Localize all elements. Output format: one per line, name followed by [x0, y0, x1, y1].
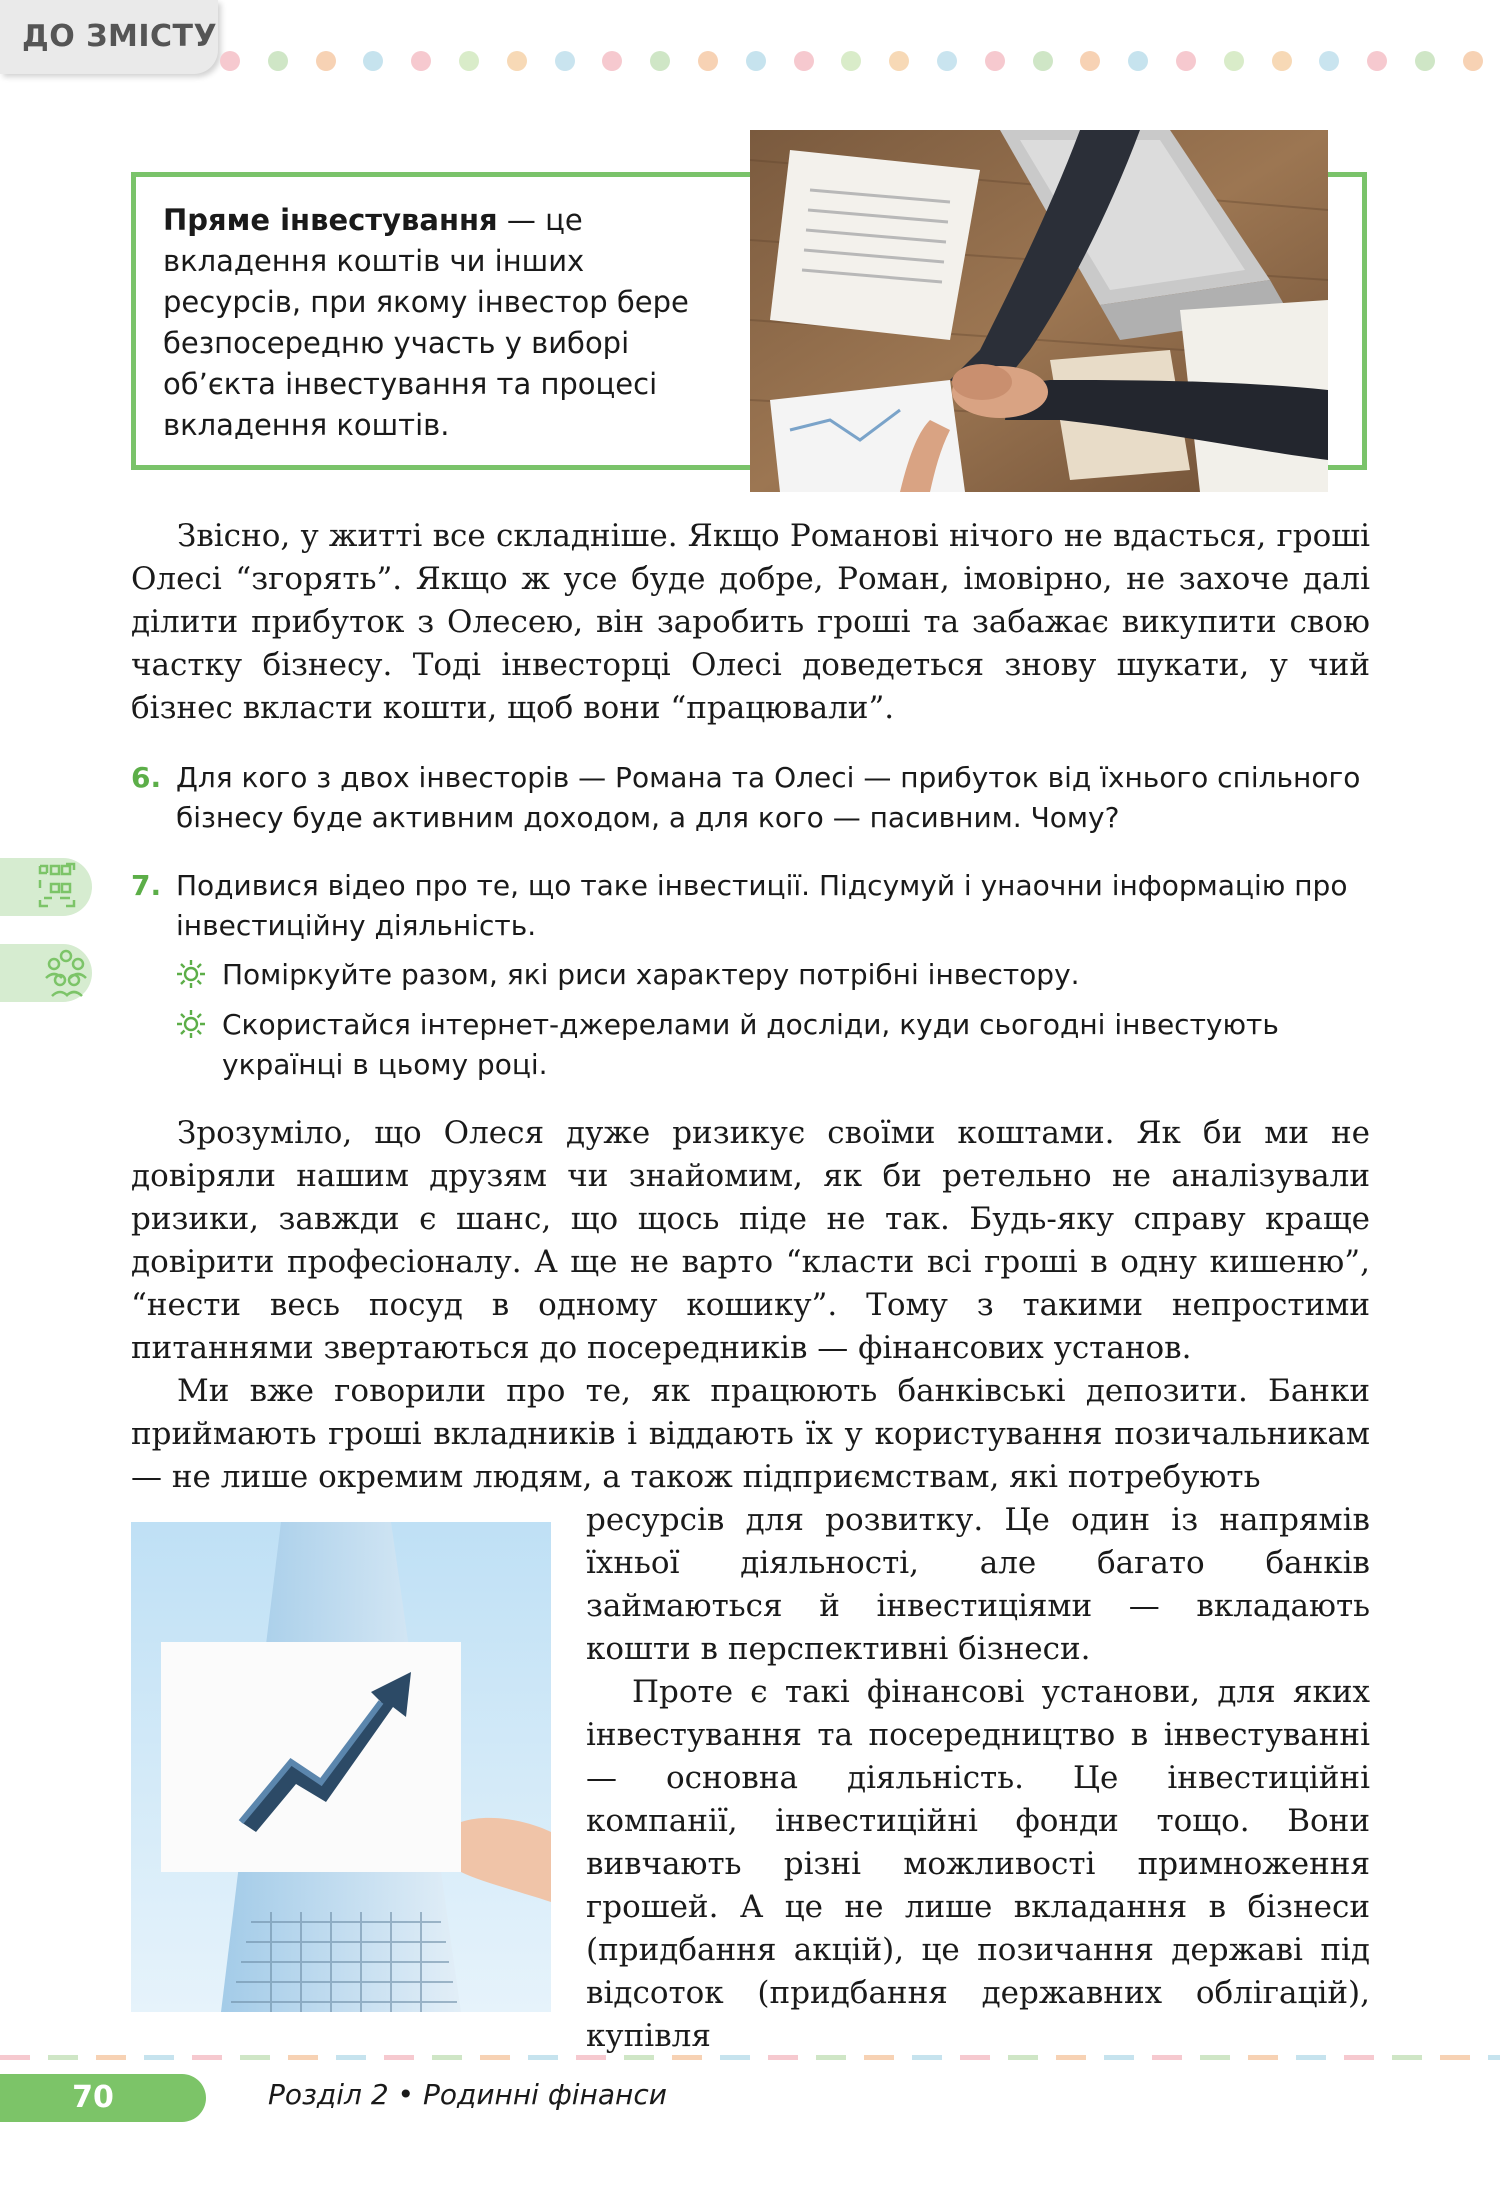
footer-dash: [240, 2055, 270, 2060]
subtask-text: Скористайся інтернет-джерелами й досліди, куди сьогодні інвестують українці в цьому році.: [222, 1008, 1279, 1081]
footer-dash: [96, 2055, 126, 2060]
decorative-dot: [1224, 51, 1244, 71]
growth-illustration: [131, 1522, 551, 2012]
footer-dash: [960, 2055, 990, 2060]
footer-dash: [768, 2055, 798, 2060]
task-text: Подивися відео про те, що таке інвестиції. Підсумуй і унаочни інформацію про інвестиційну діяльність.: [176, 869, 1348, 942]
footer-dash: [288, 2055, 318, 2060]
decorative-dot: [650, 51, 670, 71]
decorative-dot: [316, 51, 336, 71]
decorative-dot: [1128, 51, 1148, 71]
sun-icon: [176, 1009, 206, 1039]
footer-dash: [480, 2055, 510, 2060]
footer-dash: [624, 2055, 654, 2060]
decorative-dot: [1272, 51, 1292, 71]
footer-dashed-line: [0, 2055, 1500, 2061]
decorative-dot: [220, 51, 240, 71]
footer-dash: [384, 2055, 414, 2060]
decorative-dot: [985, 51, 1005, 71]
footer-dash: [816, 2055, 846, 2060]
footer-dash: [1392, 2055, 1422, 2060]
decorative-dot: [363, 51, 383, 71]
footer-dash: [576, 2055, 606, 2060]
footer-dash: [1200, 2055, 1230, 2060]
toc-button[interactable]: ДО ЗМІСТУ: [0, 0, 218, 74]
decorative-dot: [1319, 51, 1339, 71]
qr-code-icon: [0, 858, 92, 916]
footer-dash: [672, 2055, 702, 2060]
footer-dash: [1344, 2055, 1374, 2060]
qr-code-tab[interactable]: [0, 858, 92, 916]
paragraph-4-text: Проте є такі фінансові установи, для яких інвестування та посередництво в інвестуванні — основна діяльність. Це інвестиційні компанії, інвестиційні фонди тощо. Вони вивчають різні можливості примноження грошей. А це не лише вкладання в бізнеси (придбання акцій), це позичання державі під відсоток (придбання державних облігацій), купівля: [586, 1674, 1370, 2054]
decorative-dot: [268, 51, 288, 71]
decorative-dot: [937, 51, 957, 71]
handshake-illustration: [750, 130, 1328, 492]
paragraph-3-continued: [586, 1499, 1370, 1671]
decorative-dot: [459, 51, 479, 71]
footer-dash: [864, 2055, 894, 2060]
definition-term: Пряме інвестування: [163, 203, 498, 237]
page-number: 70: [0, 2074, 206, 2122]
paragraph-2-text: Зрозуміло, що Олеся дуже ризикує своїми коштами. Як би ми не довіряли нашим друзям чи знайомим, як би ретельно не аналізували ризики, завжди є шанс, що щось піде не так. Будь-яку справу краще довірити професіоналу. А ще не варто “класти всі гроші в одну кишеню”, “нести весь посуд в одному кошику”. Тому з такими непростими питаннями звертаються до посередників — фінансових установ.: [131, 1115, 1370, 1366]
paragraph-2: [131, 1112, 1370, 1370]
decorative-dot: [1033, 51, 1053, 71]
task-number: 7.: [131, 869, 162, 902]
decorative-dot: [1176, 51, 1196, 71]
footer-dash: [192, 2055, 222, 2060]
footer-dash: [336, 2055, 366, 2060]
decorative-dot: [698, 51, 718, 71]
decorative-dot: [507, 51, 527, 71]
definition-text: [163, 200, 723, 446]
footer-dash: [1296, 2055, 1326, 2060]
task-6: [131, 758, 1370, 838]
decorative-dot-row: [220, 51, 1490, 73]
decorative-dot: [746, 51, 766, 71]
footer-dash: [1248, 2055, 1278, 2060]
footer-dash: [1008, 2055, 1038, 2060]
footer-dash: [720, 2055, 750, 2060]
decorative-dot: [889, 51, 909, 71]
decorative-dot: [411, 51, 431, 71]
footer-dash: [1104, 2055, 1134, 2060]
footer-dash: [48, 2055, 78, 2060]
group-work-icon: [0, 944, 92, 1002]
decorative-dot: [602, 51, 622, 71]
footer-dash: [912, 2055, 942, 2060]
decorative-dot: [555, 51, 575, 71]
decorative-dot: [1080, 51, 1100, 71]
footer-dash: [1056, 2055, 1086, 2060]
footer-dash: [1152, 2055, 1182, 2060]
footer-dash: [1440, 2055, 1470, 2060]
decorative-dot: [1463, 51, 1483, 71]
footer-dash: [1488, 2055, 1500, 2060]
subtask-1: [176, 955, 1370, 995]
decorative-dot: [1367, 51, 1387, 71]
decorative-dot: [841, 51, 861, 71]
paragraph-3: [131, 1370, 1370, 1499]
paragraph-3-wrap-text: ресурсів для розвитку. Це один із напрямів їхньої діяльності, але багато банків займаються й інвестиціями — вкладають кошти в перспективні бізнеси.: [586, 1502, 1370, 1667]
decorative-dot: [794, 51, 814, 71]
paragraph-3-text: Ми вже говорили про те, як працюють банківські депозити. Банки приймають гроші вкладників і віддають їх у користування позичальникам — не лише окремим людям, а також підприємствам, які потребують: [131, 1373, 1370, 1495]
footer-dash: [528, 2055, 558, 2060]
chapter-title: Розділ 2 • Родинні фінанси: [268, 2078, 667, 2111]
handshake-photo: [750, 130, 1328, 492]
subtask-text: Поміркуйте разом, які риси характеру потрібні інвестору.: [222, 958, 1080, 991]
definition-body: — це вкладення коштів чи інших ресурсів, при якому інвестор бере безпосередню участь у виборі об’єкта інвестування та процесі вкладення коштів.: [163, 203, 689, 442]
footer-dash: [0, 2055, 30, 2060]
task-text: Для кого з двох інвесторів — Романа та Олесі — прибуток від їхнього спільного бізнесу буде активним доходом, а для кого — пасивним. Чому?: [176, 761, 1361, 834]
decorative-dot: [1415, 51, 1435, 71]
paragraph-1: [131, 515, 1370, 730]
footer-dash: [144, 2055, 174, 2060]
subtask-2: [176, 1005, 1370, 1085]
paragraph-1-text: Звісно, у житті все складніше. Якщо Романові нічого не вдасться, гроші Олесі “згорять”. Якщо ж усе буде добре, Роман, імовірно, не захоче далі ділити прибуток з Олесею, він заробить гроші та забажає викупити свою частку бізнесу. Тоді інвесторці Олесі доведеться знову шукати, у чий бізнес вкласти кошти, щоб вони “працювали”.: [131, 518, 1370, 726]
growth-chart-photo: [131, 1522, 551, 2012]
group-work-tab[interactable]: [0, 944, 92, 1002]
task-7: [131, 866, 1370, 946]
sun-icon: [176, 959, 206, 989]
task-number: 6.: [131, 761, 162, 794]
paragraph-4: [586, 1671, 1370, 2058]
footer-dash: [432, 2055, 462, 2060]
